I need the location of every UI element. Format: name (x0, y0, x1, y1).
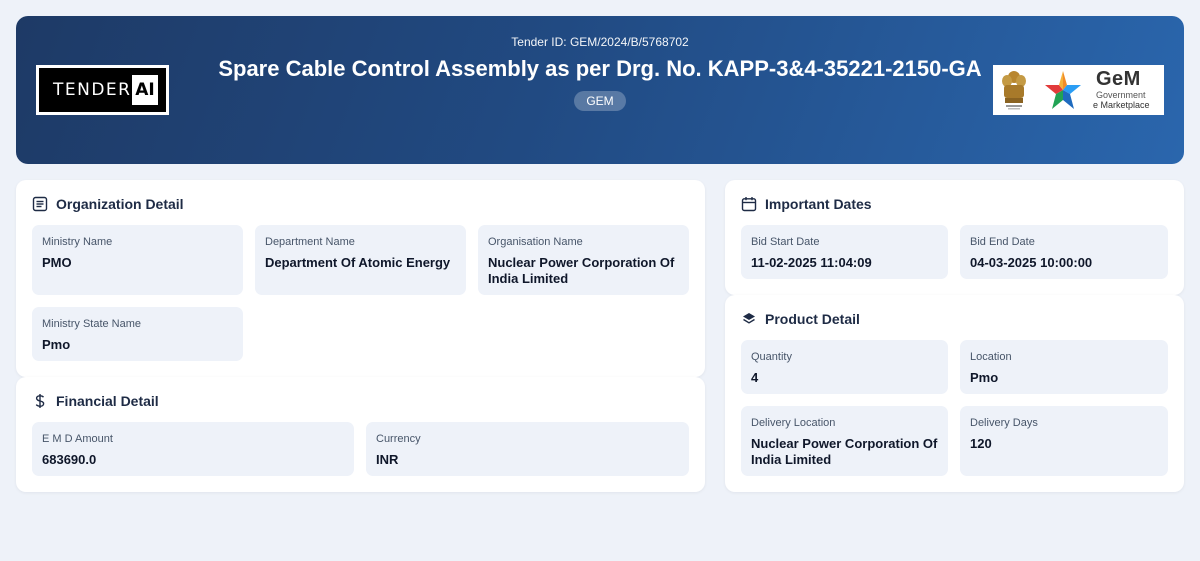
field-label: E M D Amount (42, 433, 113, 445)
field-label: Ministry Name (42, 236, 113, 248)
field-delivery-days (960, 406, 1168, 476)
field-label: Currency (376, 433, 421, 445)
document-list-icon (32, 196, 48, 212)
field-bid-start-date (741, 225, 948, 279)
product-detail-card (725, 295, 1184, 492)
field-value: 683690.0 (42, 452, 97, 467)
field-value: 4 (751, 370, 759, 385)
important-dates-heading (741, 196, 872, 212)
field-quantity (741, 340, 948, 394)
field-currency (366, 422, 689, 476)
field-label: Ministry State Name (42, 318, 142, 330)
card-title-text: Organization Detail (56, 196, 184, 212)
field-label: Delivery Location (751, 417, 836, 429)
field-value: PMO (42, 255, 72, 270)
field-bid-end-date (960, 225, 1168, 279)
tender-ai-logo (36, 65, 169, 115)
field-label: Bid End Date (970, 236, 1035, 248)
field-label: Delivery Days (970, 417, 1038, 429)
field-value: 04-03-2025 10:00:00 (970, 255, 1093, 270)
gem-subtitle-1: Government (1096, 90, 1146, 100)
product-detail-heading (741, 311, 860, 327)
field-ministry-name (32, 225, 243, 295)
gem-brand: GeM (1096, 68, 1141, 90)
field-label: Quantity (751, 351, 792, 363)
source-badge: GEM (574, 91, 625, 111)
field-label: Location (970, 351, 1012, 363)
field-value: 120 (970, 436, 992, 451)
field-value: 11-02-2025 11:04:09 (751, 255, 872, 270)
organization-detail-card (16, 180, 705, 377)
field-value: Pmo (42, 337, 71, 352)
card-title-text: Product Detail (765, 311, 860, 327)
field-emd-amount (32, 422, 354, 476)
field-value: Nuclear Power Corporation Of India Limited (751, 436, 938, 467)
field-location (960, 340, 1168, 394)
logo-accent: AI (132, 75, 158, 105)
important-dates-card (725, 180, 1184, 295)
gem-star-icon (1043, 69, 1083, 111)
field-label: Organisation Name (488, 236, 583, 248)
financial-detail-heading (32, 393, 159, 409)
field-department-name (255, 225, 466, 295)
calendar-icon (741, 196, 757, 212)
field-ministry-state-name (32, 307, 243, 361)
logo-text: TENDER (53, 80, 132, 100)
organization-detail-heading (32, 196, 184, 212)
field-value: Nuclear Power Corporation Of India Limited (488, 255, 675, 286)
header-center (216, 35, 984, 111)
card-title-text: Financial Detail (56, 393, 159, 409)
page-title: Spare Cable Control Assembly as per Drg. No. KAPP-3&4-35221-2150-GA (218, 56, 982, 81)
field-delivery-location (741, 406, 948, 476)
gem-logo (993, 65, 1164, 115)
tender-id: Tender ID: GEM/2024/B/5768702 (511, 35, 689, 49)
card-title-text: Important Dates (765, 196, 872, 212)
field-value: Department Of Atomic Energy (265, 255, 451, 270)
field-value: INR (376, 452, 399, 467)
field-organisation-name (478, 225, 689, 295)
dollar-icon (32, 393, 48, 409)
layers-icon (741, 311, 757, 327)
field-label: Bid Start Date (751, 236, 820, 248)
financial-detail-card (16, 377, 705, 492)
field-label: Department Name (265, 236, 355, 248)
tender-header (16, 16, 1184, 164)
field-value: Pmo (970, 370, 999, 385)
national-emblem-icon (997, 68, 1031, 112)
gem-subtitle-2: e Marketplace (1093, 100, 1150, 110)
